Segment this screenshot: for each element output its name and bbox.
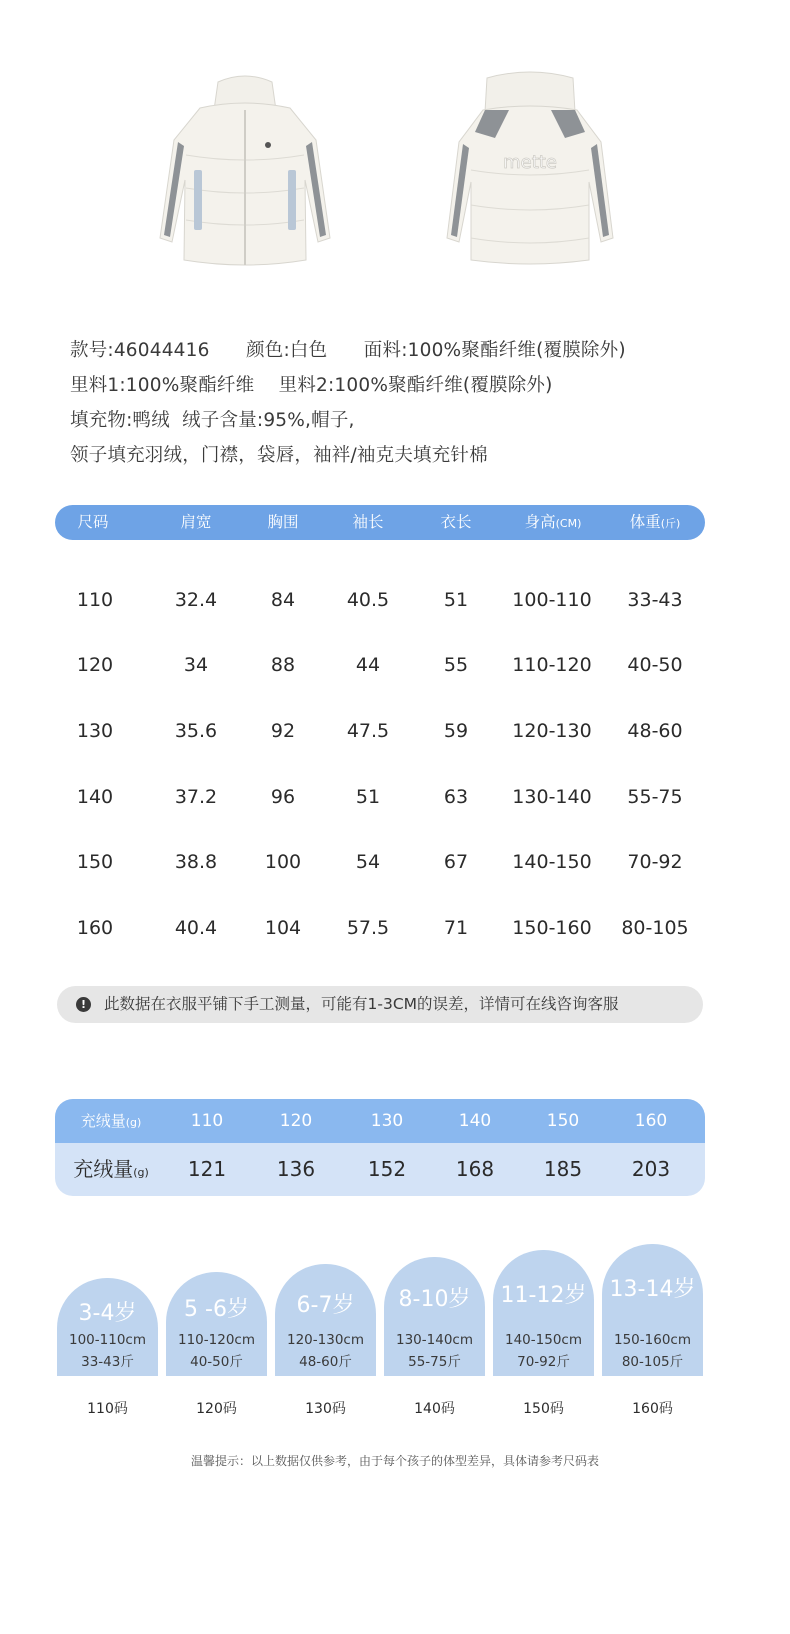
- cell-height: 130-140: [512, 786, 592, 808]
- fill-weight-table: [55, 1099, 705, 1196]
- fill-value: 121: [187, 1157, 227, 1181]
- age-range: 6-7岁: [296, 1293, 355, 1318]
- cell-shoulder: 34: [183, 654, 209, 676]
- header-shoulder: 肩宽: [180, 513, 212, 531]
- fill-header-label: 充绒量(g): [80, 1112, 142, 1130]
- footer-tip: 温馨提示：以上数据仅供参考，由于每个孩子的体型差异，具体请参考尺码表: [190, 1454, 599, 1468]
- fill-header-size: 110: [190, 1111, 224, 1131]
- age-card: [166, 1272, 267, 1376]
- cell-length: 51: [443, 589, 469, 611]
- cell-shoulder: 35.6: [174, 720, 218, 742]
- age-range: 8-10岁: [398, 1287, 471, 1312]
- cell-sleeve: 44: [355, 654, 381, 676]
- header-length: 衣长: [440, 513, 472, 531]
- cell-weight: 80-105: [621, 917, 689, 939]
- cell-weight: 48-60: [627, 720, 683, 742]
- size-label: 120码: [196, 1401, 237, 1417]
- cell-sleeve: 51: [355, 786, 381, 808]
- info-line: 里料1:100%聚酯纤维 里料2:100%聚酯纤维(覆膜除外): [70, 375, 553, 396]
- cell-size: 130: [76, 720, 114, 742]
- size-label: 140码: [414, 1401, 455, 1417]
- fill-value: 168: [455, 1157, 495, 1181]
- cell-length: 71: [443, 917, 469, 939]
- header-weight: 体重(斤): [629, 513, 681, 531]
- cell-length: 67: [443, 851, 469, 873]
- table-row: [55, 782, 705, 812]
- age-card: [275, 1264, 376, 1376]
- cell-chest: 100: [264, 851, 302, 873]
- table-row: [55, 913, 705, 943]
- size-label: 110码: [87, 1401, 128, 1417]
- age-card: [57, 1278, 158, 1376]
- weight-range: 48-60斤: [299, 1354, 352, 1370]
- cell-sleeve: 40.5: [346, 589, 390, 611]
- table-row: [55, 585, 705, 615]
- weight-range: 55-75斤: [408, 1354, 461, 1370]
- cell-length: 59: [443, 720, 469, 742]
- info-line: 填充物:鸭绒 绒子含量:95%,帽子,: [70, 410, 355, 431]
- fill-value: 185: [543, 1157, 583, 1181]
- cell-chest: 92: [270, 720, 296, 742]
- cell-chest: 88: [270, 654, 296, 676]
- cell-weight: 70-92: [627, 851, 683, 873]
- note-text: 此数据在衣服平铺下手工测量，可能有1-3CM的误差，详情可在线咨询客服: [104, 995, 619, 1013]
- cell-weight: 55-75: [627, 786, 683, 808]
- header-size: 尺码: [77, 513, 109, 531]
- cell-weight: 33-43: [627, 589, 683, 611]
- height-range: 110-120cm: [178, 1332, 255, 1348]
- cell-sleeve: 54: [355, 851, 381, 873]
- info-line: 款号:46044416 颜色:白色 面料:100%聚酯纤维(覆膜除外): [70, 340, 626, 361]
- height-range: 120-130cm: [287, 1332, 364, 1348]
- info-line: 领子填充羽绒，门襟，袋唇，袖袢/袖克夫填充针棉: [70, 445, 488, 466]
- fill-row-label: 充绒量(g): [73, 1157, 149, 1181]
- fill-header-size: 130: [370, 1111, 404, 1131]
- fill-value: 203: [631, 1157, 671, 1181]
- height-range: 130-140cm: [396, 1332, 473, 1348]
- cell-length: 55: [443, 654, 469, 676]
- fill-header-size: 150: [546, 1111, 580, 1131]
- cell-size: 120: [76, 654, 114, 676]
- cell-chest: 84: [270, 589, 296, 611]
- fill-value: 152: [367, 1157, 407, 1181]
- cell-height: 110-120: [512, 654, 592, 676]
- weight-range: 80-105斤: [621, 1354, 684, 1370]
- fill-value-row: [55, 1143, 705, 1196]
- cell-size: 110: [76, 589, 114, 611]
- table-row: [55, 847, 705, 877]
- age-range: 3-4岁: [78, 1301, 137, 1326]
- cell-height: 140-150: [512, 851, 592, 873]
- size-table-header: [55, 505, 705, 540]
- cell-shoulder: 37.2: [174, 786, 218, 808]
- cell-sleeve: 47.5: [346, 720, 390, 742]
- cell-length: 63: [443, 786, 469, 808]
- header-height: 身高(CM): [524, 513, 582, 531]
- age-card: [493, 1250, 594, 1376]
- weight-range: 40-50斤: [190, 1354, 243, 1370]
- size-label: 160码: [632, 1401, 673, 1417]
- fill-header-size: 140: [458, 1111, 492, 1131]
- cell-size: 150: [76, 851, 114, 873]
- table-row: [55, 716, 705, 746]
- fill-header-size: 160: [634, 1111, 668, 1131]
- cell-chest: 96: [270, 786, 296, 808]
- height-range: 150-160cm: [614, 1332, 691, 1348]
- height-range: 100-110cm: [69, 1332, 146, 1348]
- jacket-back-image: [425, 70, 635, 275]
- cell-weight: 40-50: [627, 654, 683, 676]
- size-label: 130码: [305, 1401, 346, 1417]
- jacket-front-image: [140, 70, 350, 275]
- measurement-note: [57, 986, 703, 1023]
- cell-size: 160: [76, 917, 114, 939]
- cell-chest: 104: [264, 917, 302, 939]
- cell-shoulder: 40.4: [174, 917, 218, 939]
- size-label: 150码: [523, 1401, 564, 1417]
- cell-shoulder: 32.4: [174, 589, 218, 611]
- age-range: 13-14岁: [609, 1277, 696, 1302]
- cell-height: 120-130: [512, 720, 592, 742]
- age-range: 5 -6岁: [184, 1297, 249, 1322]
- header-chest: 胸围: [267, 513, 299, 531]
- cell-size: 140: [76, 786, 114, 808]
- brand-print: mette: [503, 152, 557, 173]
- cell-height: 100-110: [512, 589, 592, 611]
- weight-range: 70-92斤: [517, 1354, 570, 1370]
- fill-header-row: [55, 1099, 705, 1143]
- age-card: [384, 1257, 485, 1376]
- header-sleeve: 袖长: [352, 513, 384, 531]
- exclamation-icon: !: [76, 997, 91, 1012]
- table-row: [55, 650, 705, 680]
- cell-shoulder: 38.8: [174, 851, 218, 873]
- weight-range: 33-43斤: [81, 1354, 134, 1370]
- age-range: 11-12岁: [500, 1283, 587, 1308]
- age-card: [602, 1244, 703, 1376]
- cell-height: 150-160: [512, 917, 592, 939]
- cell-sleeve: 57.5: [346, 917, 390, 939]
- height-range: 140-150cm: [505, 1332, 582, 1348]
- fill-value: 136: [276, 1157, 316, 1181]
- fill-header-size: 120: [279, 1111, 313, 1131]
